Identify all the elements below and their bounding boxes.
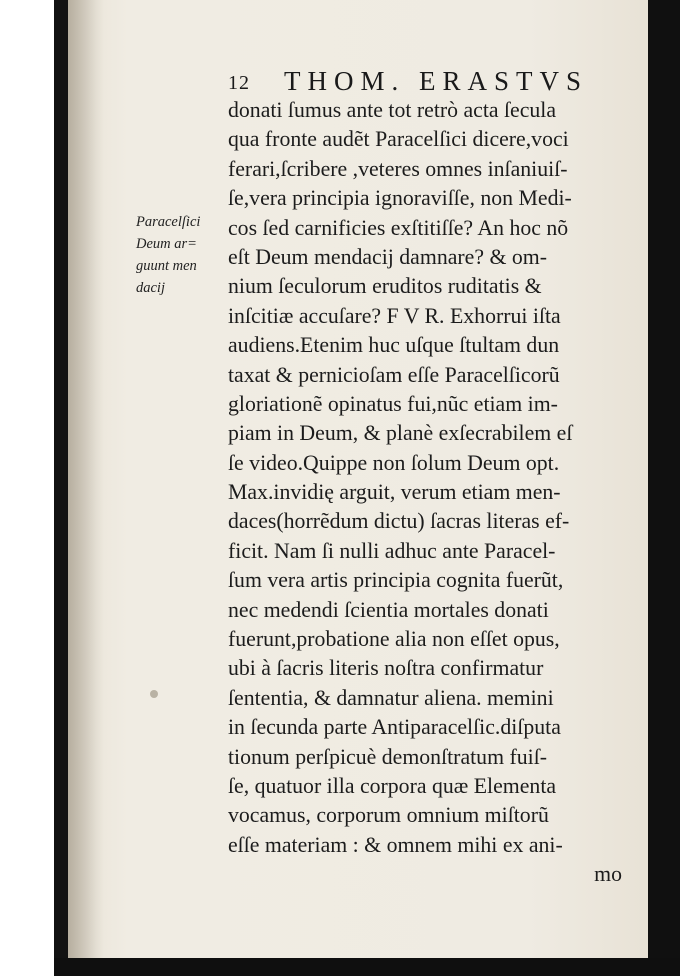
text-line: ſe video.Quippe non ſolum Deum opt. [228, 450, 560, 475]
text-line: audiens.Etenim huc uſque ſtultam dun [228, 333, 560, 358]
marginal-note-line: guunt men [136, 258, 197, 274]
text-line: ſententia, & damnatur aliena. memini [228, 685, 554, 710]
text-line: nium ſeculorum eruditos ruditatis & [228, 274, 542, 299]
text-line: ferari,ſcribere ,veteres omnes inſaniuiſ- [228, 156, 568, 181]
text-line: in ſecunda parte Antiparacelſic.diſputa [228, 715, 561, 740]
text-line: eſt Deum mendacij damnare? & om- [228, 244, 547, 269]
text-line: fuerunt,probatione alia non eſſet opus, [228, 627, 560, 652]
text-line: ficit. Nam ſi nulli adhuc ante Paracel- [228, 538, 556, 563]
text-line: donati ſumus ante tot retrò acta ſecula [228, 98, 557, 122]
text-line: piam in Deum, & planè exſecrabilem eſ [228, 421, 573, 446]
text-line: ſe,vera principia ignoraviſſe, non Medi- [228, 186, 572, 211]
running-head: THOM. ERASTVS [284, 66, 589, 96]
text-line: eſſe materiam : & omnem mihi ex ani- [228, 832, 563, 857]
text-line: tionum perſpicuè demonſtratum fuiſ- [228, 744, 548, 769]
text-line: inſcitiæ accuſare? F V R. Exhorrui iſta [228, 303, 561, 328]
marginal-note [136, 211, 228, 299]
gutter-shadow [68, 0, 104, 958]
text-line: qua fronte audẽt Paracelſici dicere,voci [228, 127, 569, 152]
text-line: Max.invidię arguit, verum etiam men- [228, 480, 561, 505]
catchword: mo [594, 862, 622, 887]
marginal-note-line: dacij [136, 280, 165, 296]
paper-speck [150, 690, 158, 698]
text-line: nec medendi ſcientia mortales donati [228, 597, 549, 622]
page-number: 12 [228, 72, 250, 94]
text-line: vocamus, corporum omnium miſtorũ [228, 803, 549, 828]
marginal-note-line: Deum ar= [136, 236, 197, 252]
body-text [228, 96, 622, 890]
book-bottom-edge [54, 958, 680, 976]
text-line: gloriationẽ opinatus fui,nũc etiam im- [228, 391, 558, 416]
text-line: ſe, quatuor illa corpora quæ Elementa [228, 773, 557, 798]
page-header [228, 66, 608, 100]
text-line: ubi à ſacris literis noſtra confirmatur [228, 656, 544, 681]
book-edge-right [648, 0, 680, 976]
text-line: cos ſed carnificies exſtitiſſe? An hoc nõ [228, 215, 569, 240]
text-line: taxat & pernicioſam eſſe Paracelſicorũ [228, 362, 560, 387]
marginal-note-line: Paracelſici [136, 214, 201, 230]
text-line: daces(horrẽdum dictu) ſacras literas ef- [228, 509, 570, 534]
text-line: ſum vera artis principia cognita fuerũt, [228, 568, 564, 593]
